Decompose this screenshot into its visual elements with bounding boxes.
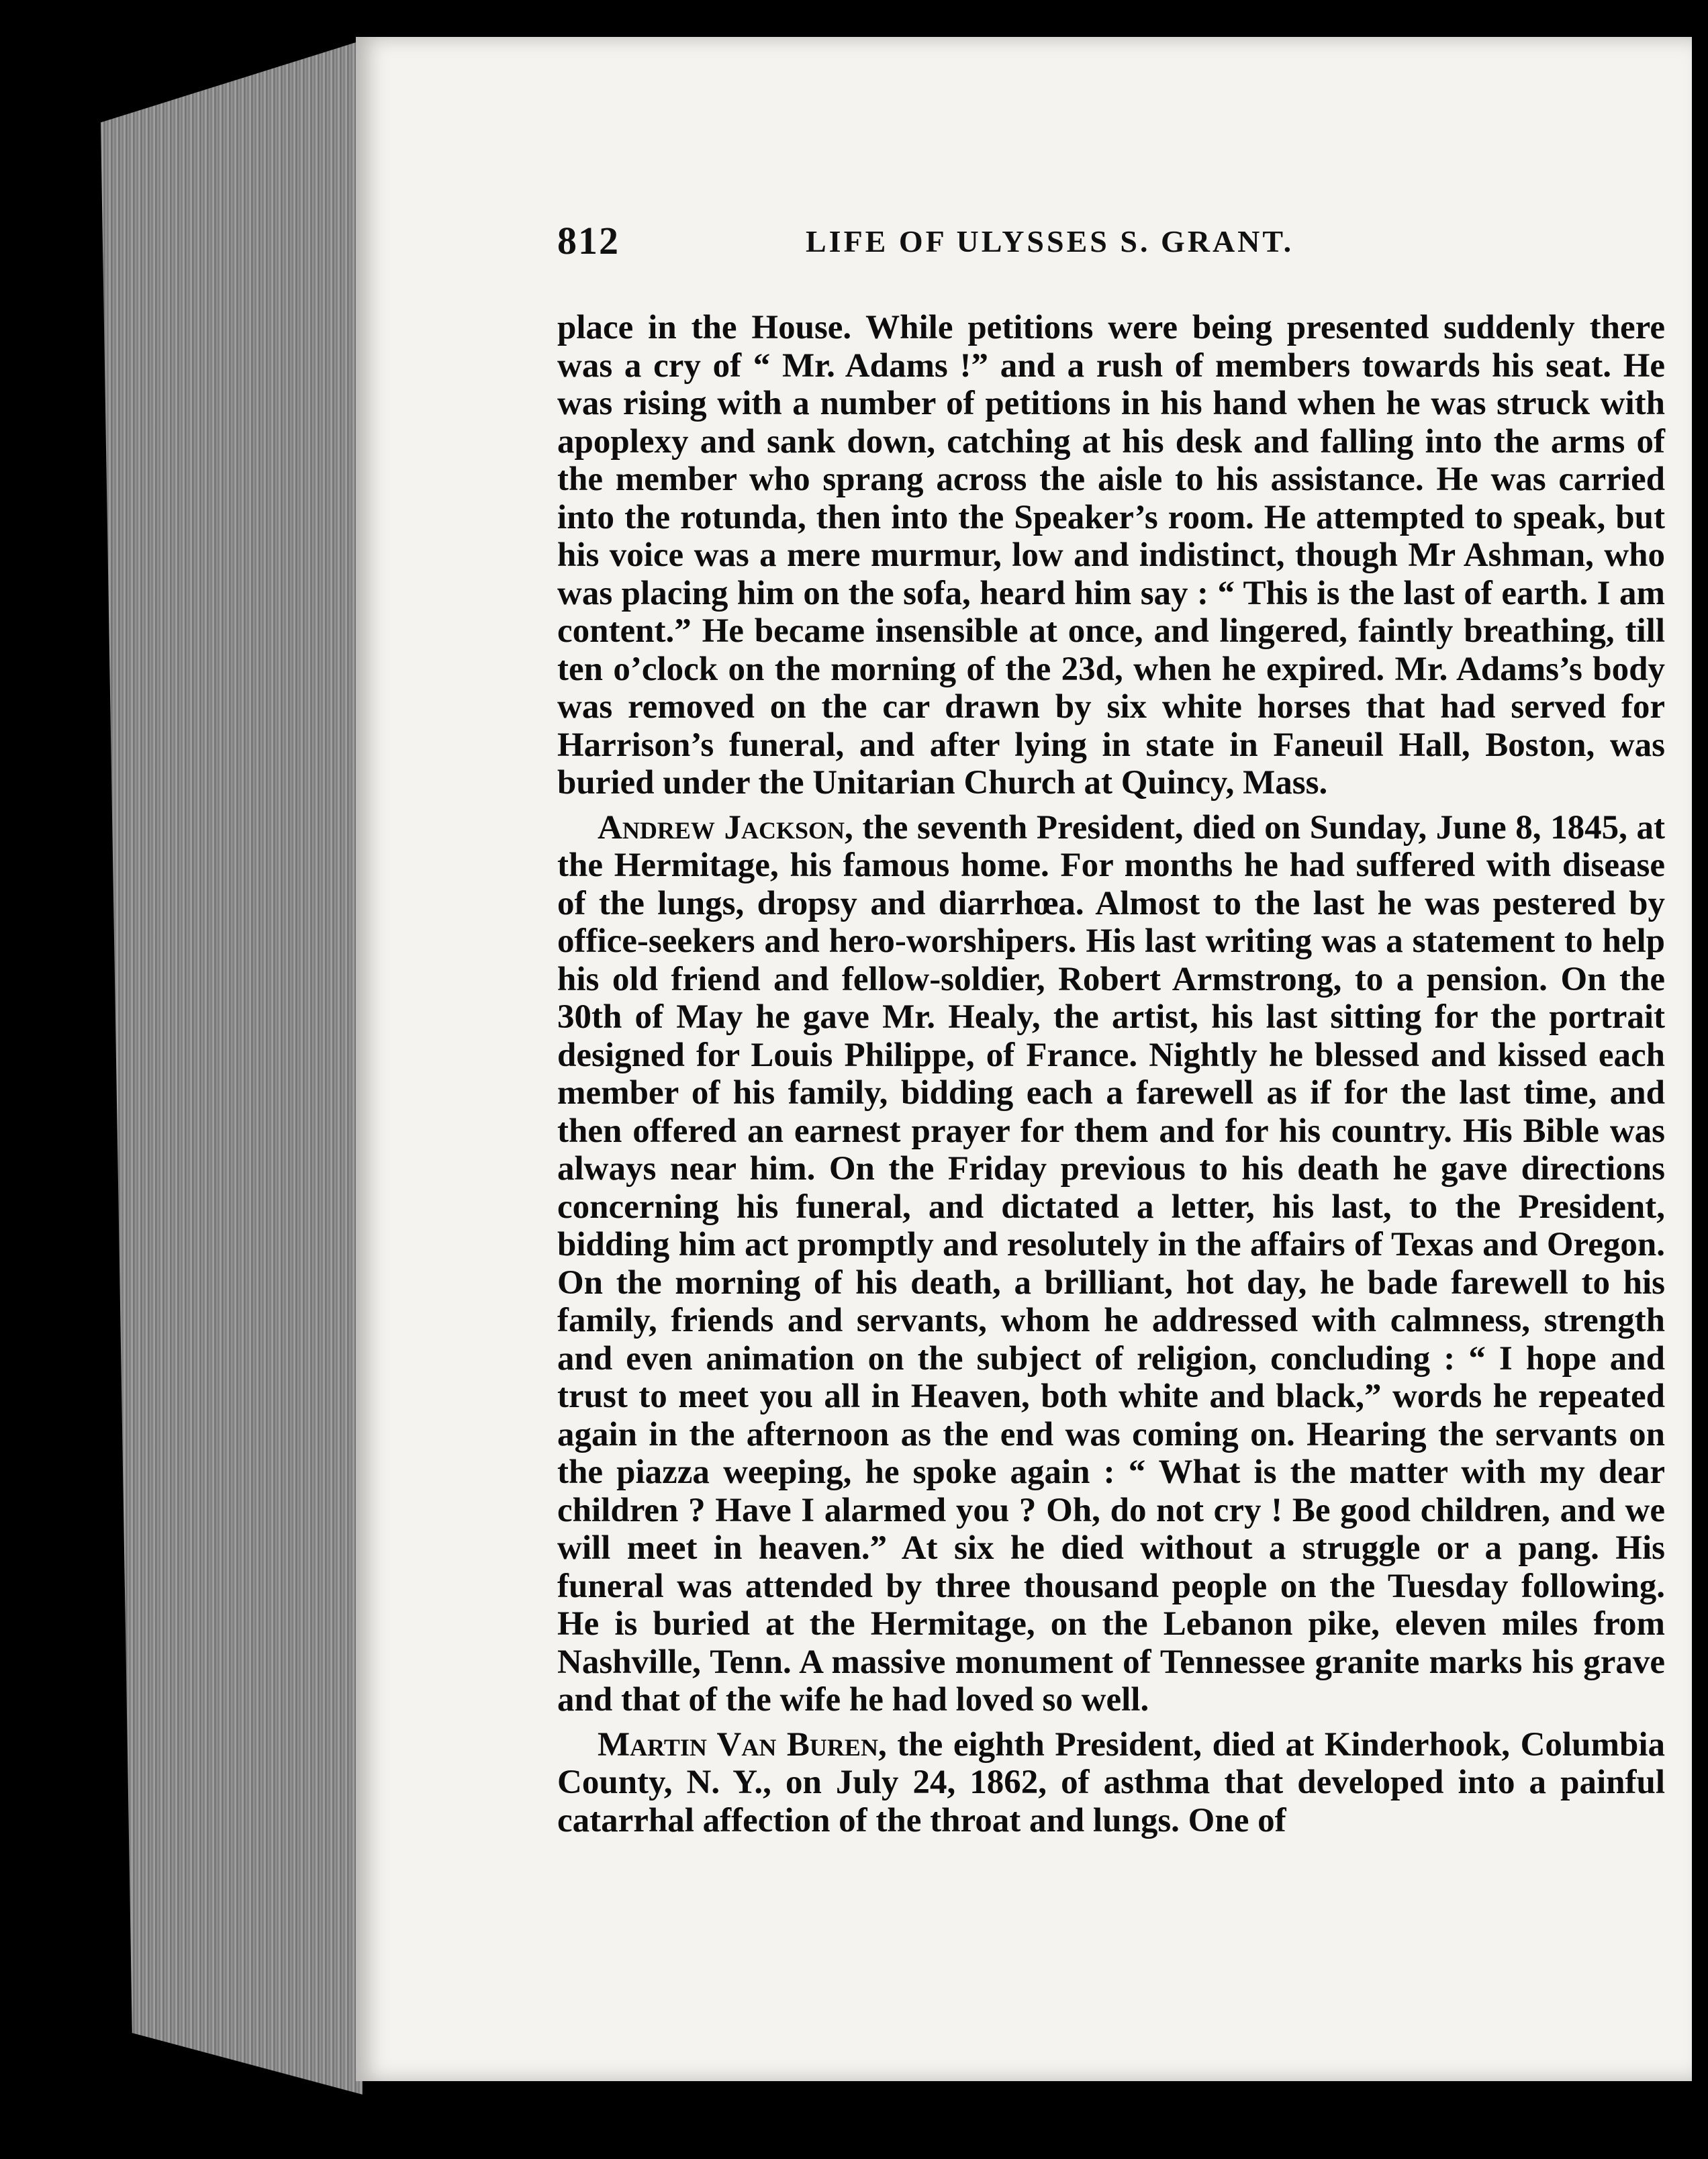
body-text xyxy=(557,309,1665,1846)
paragraph-text: the seventh President, died on Sunday, June 8, 1845, at the Hermitage, his famous home. For months he had suffered with disease of the lungs, dropsy and diarrhœa. Almost to the last he was pestered by office-seekers and hero-worshipers. His last writing was a statement to help his old friend and fellow-soldier, Robert Armstrong, to a pension. On the 30th of May he gave Mr. Healy, the artist, his last sitting for the portrait designed for Louis Philippe, of France. Nightly he blessed and kissed each member of his family, bidding each a farewell as if for the last time, and then offered an earnest prayer for them and for his country. His Bible was always near him. On the Friday previous to his death he gave directions concerning his funeral, and dictated a letter, his last, to the President, bidding him act promptly and resolutely in the affairs of Texas and Oregon. On the morning of his death, a brilliant, hot day, he bade farewell to his family, friends and servants, whom he addressed with calmness, strength and even animation on the subject of religion, concluding : “ I hope and trust to meet you all in Heaven, both white and black,” words he repeated again in the afternoon as the end was coming on. Hearing the servants on the piazza weeping, he spoke again : “ What is the matter with my dear children ? Have I alarmed you ? Oh, do not cry ! Be good children, and we will meet in heaven.” At six he died without a struggle or a pang. His funeral was attended by three thousand people on the Tuesday following. He is buried at the Hermitage, on the Lebanon pike, eleven miles from Nashville, Tenn. A massive monument of Tennessee granite marks his grave and that of the wife he had loved so well. xyxy=(557,808,1665,1719)
page-number: 812 xyxy=(557,219,620,262)
running-head-title: LIFE OF ULYSSES S. GRANT. xyxy=(806,224,1294,258)
book-page xyxy=(356,37,1692,2081)
paragraph-text: place in the House. While petitions were being presented suddenly there was a cry of “ Mr. Adams !” and a rush of members towards his seat. He was rising with a number of petitions in his hand when he was struck with apoplexy and sank down, catching at his desk and falling into the arms of the member who sprang across the aisle to his assistance. He was carried into the rotunda, then into the Speaker’s room. He attempted to speak, but his voice was a mere murmur, low and indistinct, though Mr Ashman, who was placing him on the sofa, heard him say : “ This is the last of earth. I am content.” He became insensible at once, and lingered, faintly breathing, till ten o’clock on the morning of the 23d, when he expired. Mr. Adams’s body was removed on the car drawn by six white horses that had served for Harrison’s funeral, and after lying in state in Faneuil Hall, Boston, was buried under the Unitarian Church at Quincy, Mass. xyxy=(557,309,1665,802)
paragraph-text: the eighth President, died at Kinderhook, Columbia County, N. Y., on July 24, 1862, of asthma that developed into a painful catarrhal affection of the throat and lungs. One of xyxy=(557,1725,1665,1839)
running-head xyxy=(557,218,1665,292)
paragraph-jackson-death xyxy=(557,809,1665,1719)
paragraph-van-buren-death xyxy=(557,1726,1665,1840)
book-fore-edge xyxy=(101,40,363,2095)
paragraph-lead-name: Andrew Jackson, xyxy=(598,808,853,847)
paragraph-adams-death xyxy=(557,309,1665,802)
paragraph-lead-name: Martin Van Buren, xyxy=(598,1725,887,1764)
